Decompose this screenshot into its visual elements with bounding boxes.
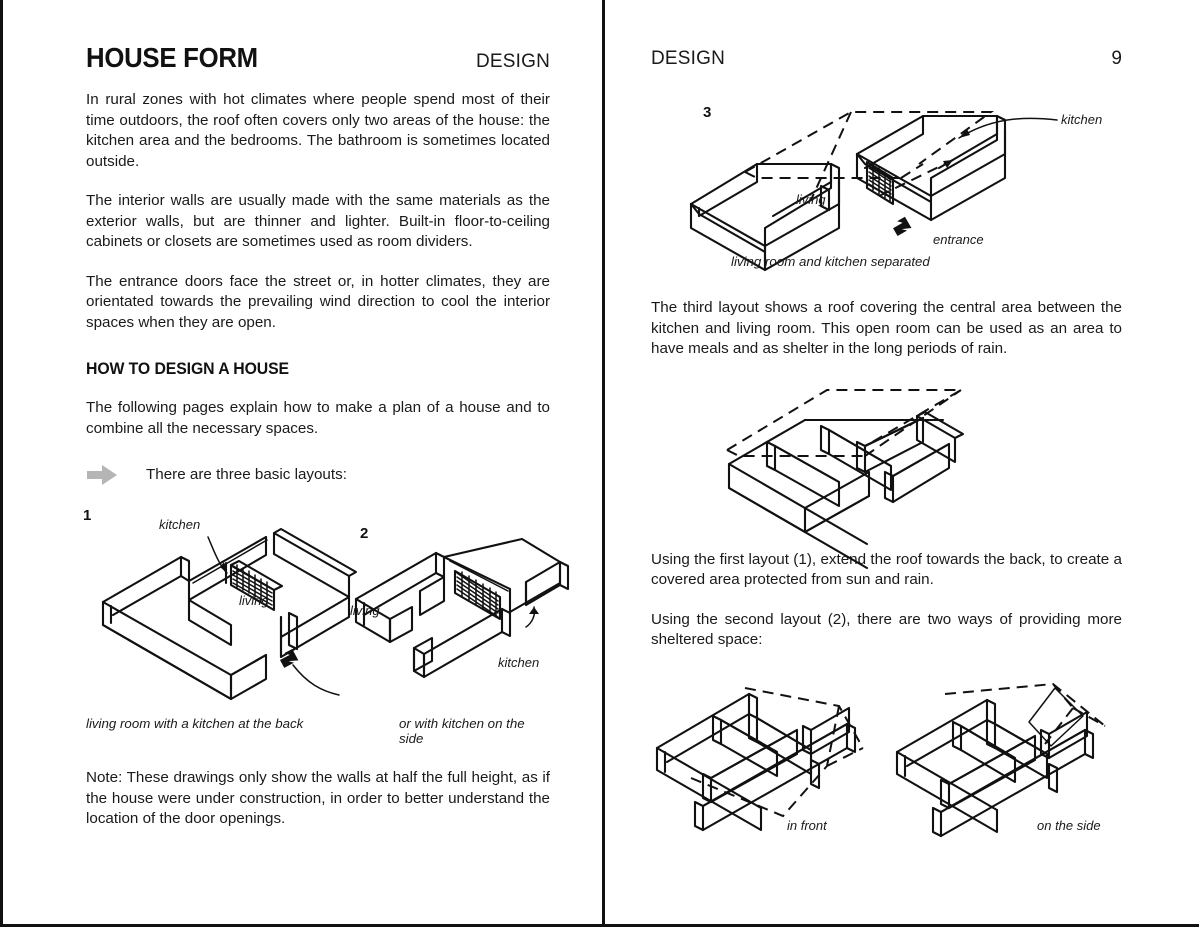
- page-number: 9: [1111, 48, 1122, 69]
- section-label-left: DESIGN: [475, 51, 550, 72]
- figure-caption-row-1: [86, 716, 550, 744]
- figure-4-drawing: [709, 382, 1039, 527]
- figure-row-shelter-options: [651, 670, 1122, 840]
- figure-3-label-entrance: entrance: [933, 232, 984, 247]
- right-paragraph-3: Using the second layout (2), there are two ways of providing more sheltered space:: [651, 610, 1122, 648]
- left-page: [3, 0, 602, 927]
- figure-2-caption: or with kitchen on the side: [399, 716, 525, 746]
- right-arrow-icon: [86, 463, 118, 487]
- page-title: HOUSE FORM: [86, 42, 258, 73]
- figure-layout-1: [81, 505, 361, 705]
- figure-shelter-on-the-side: [891, 670, 1131, 835]
- figure-layout-2: [350, 527, 580, 707]
- bullet-three-basic-layouts: [86, 461, 550, 489]
- paragraph-1: In rural zones with hot climates where people spend most of their time outdoors, the roof often covers only two areas of the house: the kitchen area and the bedrooms. The bathroom is sometimes located outside.: [86, 91, 550, 170]
- figure-2-number: 2: [360, 525, 369, 542]
- figure-shelter-in-front: [651, 670, 891, 835]
- figure-row-layouts-1-2: [83, 505, 550, 710]
- figure-1-label-living: living: [239, 593, 269, 608]
- figure-3-label-kitchen: kitchen: [1061, 112, 1103, 127]
- figure-3-drawing: [661, 102, 1141, 278]
- figure-5-drawing: [651, 670, 891, 835]
- figure-5-caption: in front: [787, 817, 827, 833]
- right-page-running-head: [651, 44, 1122, 94]
- paragraph-2: The interior walls are usually made with the same materials as the exterior walls, but are thinner and lighter. Built-in floor-to-ceiling cabinets or closets are sometimes used as room dividers.: [86, 192, 550, 250]
- figure-3-caption: living room and kitchen separated: [731, 254, 930, 269]
- figure-layout-3: [651, 96, 1122, 276]
- right-paragraph-2: Using the first layout (1), extend the roof towards the back, to create a covered area protected from sun and rain.: [651, 550, 1122, 588]
- figure-6-drawing: [891, 670, 1131, 835]
- left-page-running-head: [86, 44, 550, 90]
- figure-layout-3-roof: [651, 382, 1122, 530]
- section-label-right: DESIGN: [651, 48, 726, 69]
- right-paragraph-1: The third layout shows a roof covering the central area between the kitchen and living room. This open room can be used as an area to have meals and as shelter in the long periods of rain.: [651, 299, 1122, 357]
- figure-1-drawing: [81, 505, 369, 705]
- paragraph-3: The entrance doors face the street or, in hotter climates, they are orientated towards the prevailing wind direction to cool the interior spaces when they are open.: [86, 272, 550, 331]
- subheading-how-to-design-a-house: HOW TO DESIGN A HOUSE: [86, 359, 290, 378]
- figure-1-number: 1: [83, 507, 92, 524]
- figure-2-drawing: [350, 527, 582, 707]
- right-page: [605, 0, 1199, 927]
- figure-3-number: 3: [703, 104, 712, 121]
- figure-2-label-living: living: [350, 603, 380, 618]
- note-paragraph: Note: These drawings only show the walls at half the full height, as if the house were under construction, in order to better understand the location of the door openings.: [86, 769, 550, 827]
- figure-2-label-kitchen: kitchen: [498, 655, 540, 670]
- paragraph-intro: The following pages explain how to make a plan of a house and to combine all the necessary spaces.: [86, 399, 550, 437]
- figure-3-label-living: living: [796, 192, 826, 207]
- figure-1-label-kitchen: kitchen: [159, 517, 201, 532]
- figure-1-caption: living room with a kitchen at the back: [86, 716, 304, 731]
- figure-6-caption: on the side: [1037, 817, 1101, 833]
- bullet-label: There are three basic layouts:: [146, 465, 347, 483]
